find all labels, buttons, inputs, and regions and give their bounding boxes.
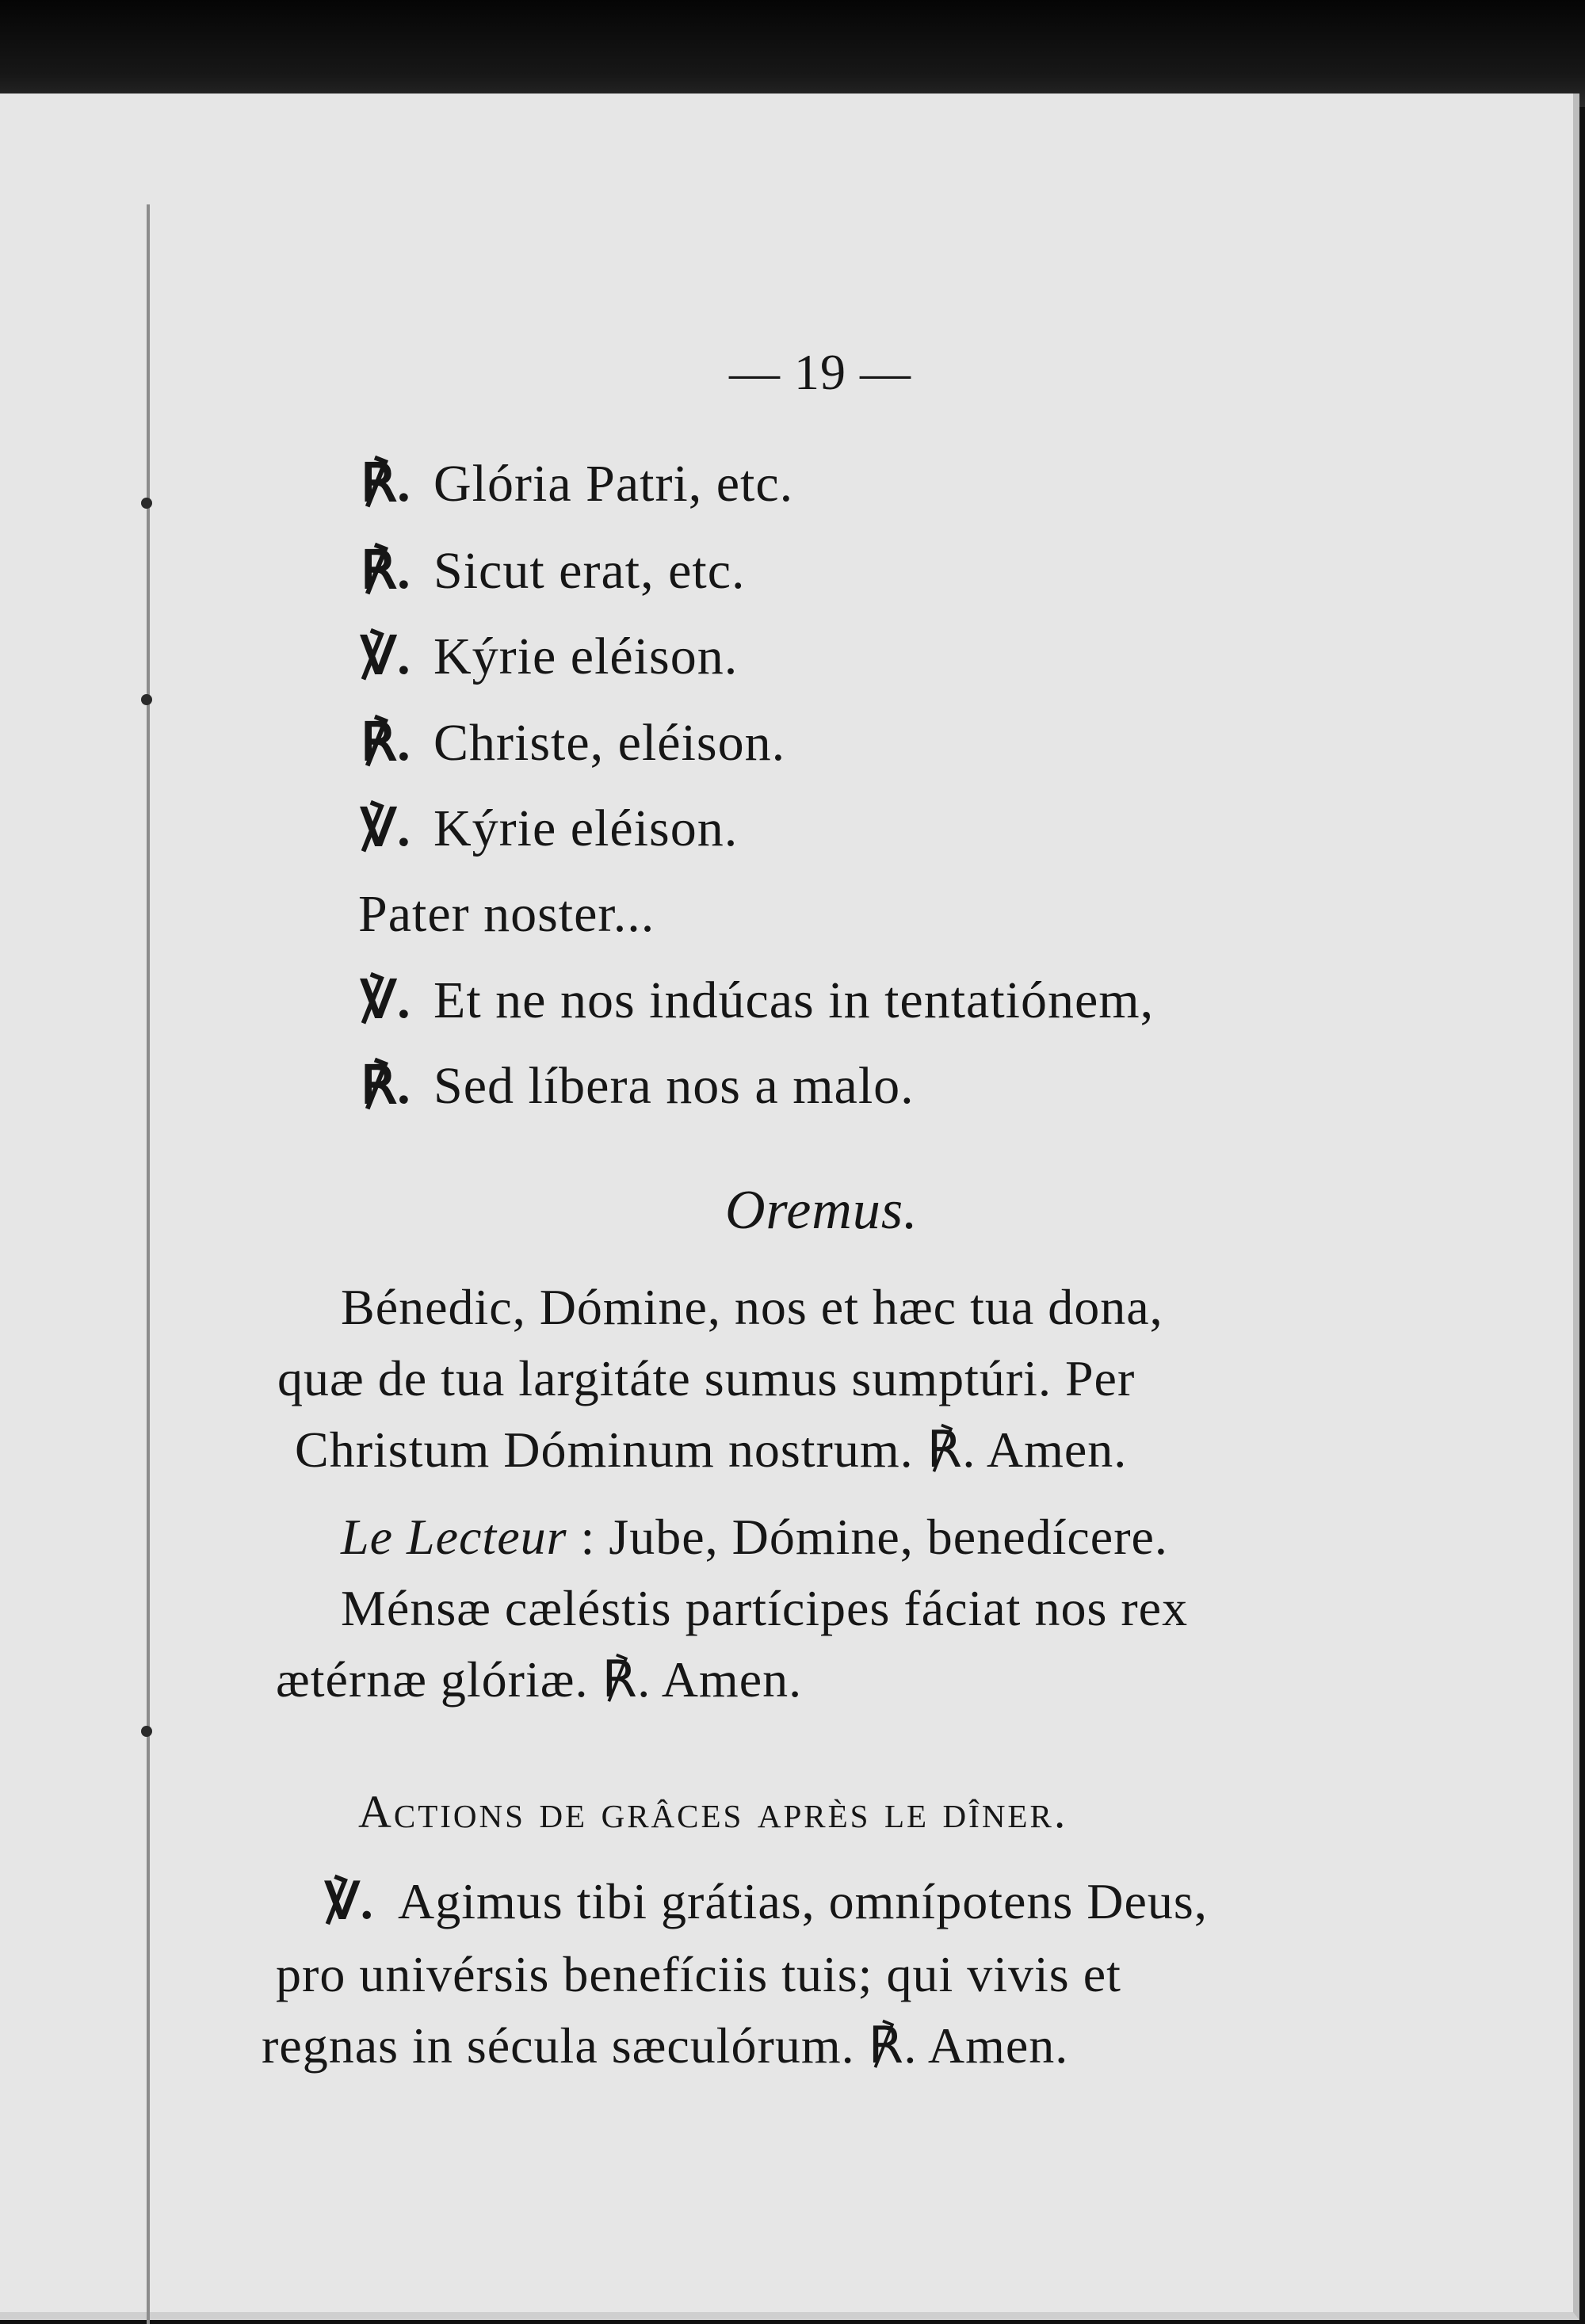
final-line <box>325 1873 1208 1929</box>
versicle-line <box>361 1057 915 1115</box>
fold-mark <box>141 498 152 509</box>
versicle-symbol: ℣. <box>325 1873 374 1929</box>
versicle-symbol: ℟. <box>361 542 411 600</box>
prayer-line: Christum Dóminum nostrum. ℟. Amen. <box>295 1421 1128 1478</box>
versicle-text: Kýrie eléison. <box>433 628 739 685</box>
final-line: regnas in sécula sæculórum. ℟. Amen. <box>262 2017 1069 2074</box>
versicle-line <box>358 885 655 943</box>
versicle-symbol: ℣. <box>361 971 411 1029</box>
versicle-text: Pater noster... <box>358 885 655 943</box>
versicle-line <box>361 799 739 857</box>
page-number: — 19 — <box>729 344 911 400</box>
versicle-text: Kýrie eléison. <box>433 799 739 857</box>
versicle-symbol: ℟. <box>361 1057 411 1115</box>
response-line: ætérnæ glóriæ. ℟. Amen. <box>276 1651 803 1708</box>
lector-label: Le Lecteur <box>341 1509 567 1565</box>
versicle-text: Et ne nos indúcas in tentatiónem, <box>433 971 1155 1029</box>
oremus-heading: Oremus. <box>725 1180 919 1241</box>
section-title: Actions de grâces après le dîner. <box>358 1786 1068 1837</box>
versicle-line <box>361 971 1155 1029</box>
versicle-text: Glória Patri, etc. <box>433 455 794 513</box>
versicle-symbol: ℟. <box>361 714 411 772</box>
versicle-line <box>361 628 739 685</box>
final-line: pro univérsis benefíciis tuis; qui vivis et <box>276 1946 1121 2002</box>
response-line: Ménsæ cæléstis partícipes fáciat nos rex <box>341 1580 1189 1636</box>
versicle-symbol: ℣. <box>361 799 411 857</box>
prayer-line: quæ de tua largitáte sumus sumptúri. Per <box>277 1350 1136 1406</box>
prayer-line: Bénedic, Dómine, nos et hæc tua dona, <box>341 1279 1163 1335</box>
scan-background <box>0 0 1585 107</box>
page-fold-line <box>147 204 150 2324</box>
versicle-symbol: ℟. <box>361 455 411 513</box>
versicle-line <box>361 714 786 772</box>
book-page <box>0 93 1579 2320</box>
versicle-text: Christe, eléison. <box>433 714 786 772</box>
lector-line <box>341 1509 1168 1565</box>
versicle-line <box>361 542 746 600</box>
versicle-symbol: ℣. <box>361 628 411 685</box>
fold-mark <box>141 694 152 705</box>
lector-text: : Jube, Dómine, benedícere. <box>580 1509 1168 1565</box>
fold-mark <box>141 1726 152 1737</box>
final-text: Agimus tibi grátias, omnípotens Deus, <box>398 1873 1208 1929</box>
versicle-line <box>361 455 794 513</box>
versicle-text: Sicut erat, etc. <box>433 542 746 600</box>
versicle-text: Sed líbera nos a malo. <box>433 1057 915 1115</box>
